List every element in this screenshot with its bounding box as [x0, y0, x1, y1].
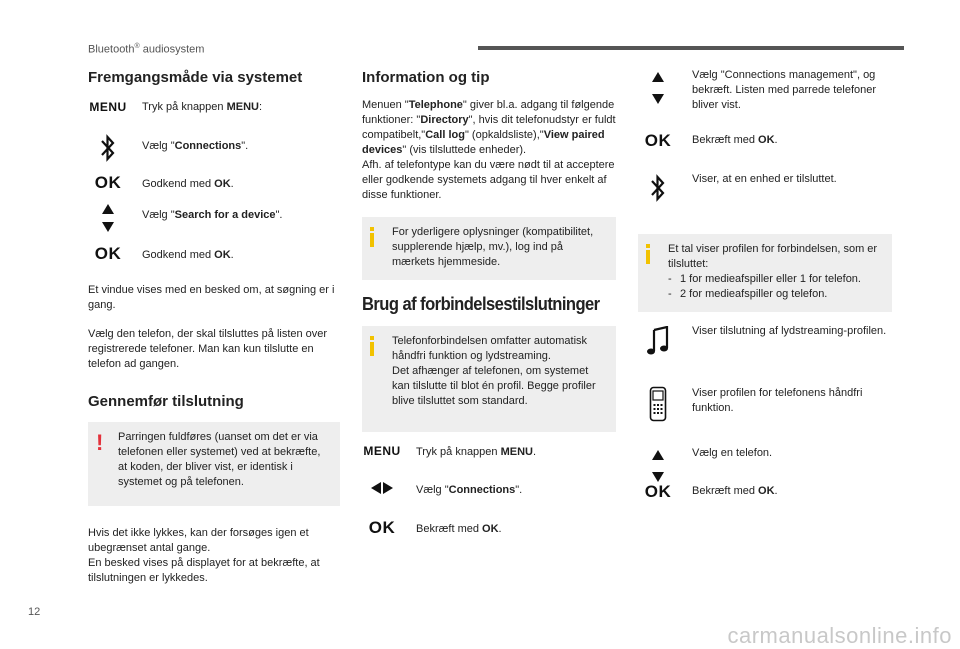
heading-complete-connection: Gennemfør tilslutning — [88, 393, 244, 410]
column-connections-management — [638, 66, 892, 499]
info-icon — [646, 244, 650, 264]
info-icon — [370, 336, 374, 356]
ok-button-icon: OK — [644, 482, 672, 501]
bluetooth-icon — [88, 133, 128, 163]
paragraph-select-phone: Vælg den telefon, der skal tilsluttes på listen over registrerede telefoner. Man kan kun tilslutte en telefon ad gangen. — [88, 328, 328, 370]
heading-procedure: Fremgangsmåde via systemet — [88, 69, 303, 86]
heading-info-tips: Information og tip — [362, 69, 490, 86]
step-handsfree-profile: Viser profilen for telefonens håndfri funktion. — [638, 386, 892, 422]
step-ok-5: OK Bekræft med OK. — [638, 484, 892, 499]
page-number: 12 — [28, 606, 41, 618]
ok-button-icon: OK — [94, 173, 122, 192]
left-right-arrows-icon — [362, 482, 402, 494]
header-rule — [478, 46, 904, 50]
step-connections-2: Vælg "Connections". — [362, 482, 616, 498]
up-down-arrows-icon — [638, 68, 678, 104]
step-device-connected: Viser, at en enhed er tilsluttet. — [638, 172, 892, 204]
music-note-icon — [638, 324, 678, 356]
paragraph-retry: Hvis det ikke lykkes, kan der forsøges igen et ubegrænset antal gange. — [88, 527, 309, 554]
column-procedure — [88, 66, 340, 586]
ok-button-icon: OK — [94, 244, 122, 263]
step-menu-2: MENU Tryk på knappen MENU. — [363, 444, 537, 458]
step-connections: Vælg "Connections". — [88, 133, 340, 163]
profile-list — [668, 272, 882, 302]
paragraph-telephone-menu: Menuen "Telephone" giver bl.a. adgang til følgende funktioner: "Directory", hvis dit telefonudstyr er fuldt compatibelt,"Call log" (opkaldsliste),"View paired devices" (vis tilsluttede enheder). — [362, 99, 616, 156]
info-note-profiles: Telefonforbindelsen omfatter automatisk håndfri funktion og lydstreaming. Det afhænger af telefonen, om systemet kan tilslutte til blot én profil. Begge profiler blive tilsluttet som standard. — [362, 326, 616, 432]
running-header: Bluetooth® audiosystem — [88, 43, 205, 56]
list-item: - 1 for medieafspiller eller 1 for telefon. — [668, 272, 882, 287]
paragraph-search-window: Et vindue vises med en besked om, at søgning er i gang. — [88, 284, 335, 311]
paragraph-phone-type: Afh. af telefontype kan du være nødt til at acceptere eller godkende systemets adgang til hver enkelt af disse funktioner. — [362, 159, 615, 201]
info-icon — [370, 227, 374, 247]
paragraph-success: En besked vises på displayet for at bekræfte, at tilslutningen er lykkedes. — [88, 557, 320, 584]
step-search-device: Vælg "Search for a device". — [88, 204, 340, 232]
column-info-tips — [362, 66, 616, 537]
step-audio-streaming: Viser tilslutning af lydstreaming-profilen. — [638, 324, 892, 356]
menu-button-icon: MENU — [363, 444, 401, 458]
warning-note: ! Parringen fuldføres (uanset om det er via telefonen eller systemet) ved at bekræfte, at koden, der bliver vist, er identisk i systemet og på telefonen. — [88, 422, 340, 506]
menu-button-icon: MENU — [89, 100, 127, 114]
step-select-phone: Vælg en telefon. — [638, 446, 892, 482]
up-down-arrows-icon — [88, 204, 128, 232]
bluetooth-icon — [638, 172, 678, 204]
up-down-arrows-icon — [638, 446, 678, 482]
list-item: - 2 for medieafspiller og telefon. — [668, 287, 882, 302]
info-note-profile-number: Et tal viser profilen for forbindelsen, som er tilsluttet: - 1 for medieafspiller eller 1 for telefon. - 2 for medieafspiller og telefon. — [638, 234, 892, 312]
step-ok-4: OK Bekræft med OK. — [638, 133, 892, 148]
warning-exclamation-icon: ! — [96, 430, 104, 455]
ok-button-icon: OK — [644, 131, 672, 150]
step-ok-3: OK Bekræft med OK. — [362, 520, 616, 537]
step-menu: MENU Tryk på knappen MENU: — [89, 100, 263, 114]
ok-button-icon: OK — [368, 518, 396, 537]
info-note-website: For yderligere oplysninger (kompatibilitet, supplerende hjælp, mv.), log ind på mærkets hjemmeside. — [362, 217, 616, 280]
step-ok-1: OK Godkend med OK. — [88, 175, 340, 192]
phone-handset-icon — [638, 386, 678, 422]
step-connections-management: Vælg "Connections management", og bekræft. Listen med parrede telefoner bliver vist. — [638, 68, 892, 113]
heading-use-connections: Brug af forbindelsestilslutninger — [362, 294, 600, 314]
watermark: carmanualsonline.info — [727, 623, 952, 648]
step-ok-2: OK Godkend med OK. — [88, 246, 340, 263]
